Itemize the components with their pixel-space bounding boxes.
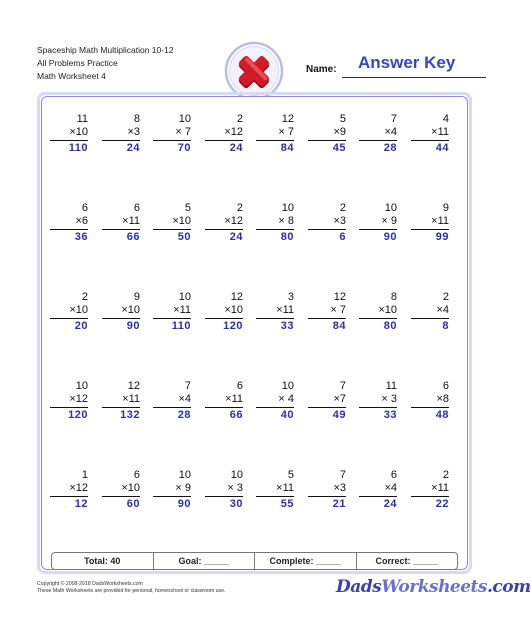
product-answer: 36: [74, 231, 88, 243]
multiplicand: 6: [390, 469, 397, 481]
multiplier: ×7: [308, 393, 346, 408]
product-answer: 40: [280, 409, 294, 421]
multiplier: ×8: [411, 393, 449, 408]
product-answer: 90: [177, 498, 191, 510]
multiplication-problem: [50, 291, 88, 335]
product-answer: 110: [171, 320, 191, 332]
worksheet-title: Spaceship Math Multiplication 10-12: [37, 45, 174, 55]
multiplication-problem: [102, 202, 140, 246]
multiplicand: 10: [178, 113, 191, 125]
answer-key-label: Answer Key: [358, 53, 456, 72]
multiplier: ×4: [411, 304, 449, 319]
multiplicand: 10: [281, 380, 294, 392]
product-answer: 20: [74, 320, 88, 332]
multiplicand: 5: [287, 469, 294, 481]
name-field: [306, 53, 486, 78]
multiplier: × 7: [153, 126, 191, 141]
multiplicand: 5: [184, 202, 191, 214]
product-answer: 44: [435, 142, 449, 154]
multiplicand: 7: [390, 113, 397, 125]
product-answer: 50: [177, 231, 191, 243]
multiplicand: 9: [442, 202, 449, 214]
multiplicand: 6: [133, 469, 140, 481]
product-answer: 66: [229, 409, 243, 421]
multiplication-problem: [256, 469, 294, 513]
multiplication-problem: [153, 380, 191, 424]
multiplicand: 2: [236, 113, 243, 125]
worksheet-number: Math Worksheet 4: [37, 71, 106, 81]
multiplicand: 7: [339, 469, 346, 481]
product-answer: 8: [442, 320, 449, 332]
multiplicand: 12: [333, 291, 346, 303]
multiplicand: 8: [390, 291, 397, 303]
name-underline: [342, 77, 486, 78]
product-answer: 21: [332, 498, 346, 510]
product-answer: 70: [177, 142, 191, 154]
multiplicand: 4: [442, 113, 449, 125]
multiplication-problem: [153, 113, 191, 157]
multiplicand: 8: [133, 113, 140, 125]
copyright-line-1: Copyright © 2008-2018 DadsWorksheets.com: [37, 581, 143, 587]
multiplier: ×11: [153, 304, 191, 319]
multiplication-problem: [50, 113, 88, 157]
multiplicand: 10: [384, 202, 397, 214]
multiplier: × 8: [256, 215, 294, 230]
multiplicand: 7: [184, 380, 191, 392]
product-answer: 66: [126, 231, 140, 243]
multiplier: ×12: [50, 393, 88, 408]
product-answer: 6: [339, 231, 346, 243]
multiplication-problem: [308, 291, 346, 335]
goal-cell: Goal: _____: [154, 553, 256, 569]
multiplier: ×11: [102, 393, 140, 408]
problem-row: [48, 113, 460, 165]
name-label: Name:: [306, 64, 337, 75]
multiplier: ×11: [411, 126, 449, 141]
correct-cell: Correct: _____: [375, 556, 439, 566]
multiplication-problem: [411, 380, 449, 424]
multiplier: ×9: [308, 126, 346, 141]
product-answer: 45: [332, 142, 346, 154]
product-answer: 60: [126, 498, 140, 510]
multiplier: ×4: [153, 393, 191, 408]
product-answer: 90: [383, 231, 397, 243]
multiplicand: 2: [442, 469, 449, 481]
dadsworksheets-logo: [336, 577, 531, 597]
product-answer: 84: [332, 320, 346, 332]
copyright-line-2: These Math Worksheets are provided for personal, homeschool or classroom use.: [37, 588, 226, 594]
product-answer: 49: [332, 409, 346, 421]
multiplicand: 6: [81, 202, 88, 214]
multiplicand: 1: [81, 469, 88, 481]
multiplication-problem: [153, 469, 191, 513]
multiplication-problem: [205, 202, 243, 246]
multiplicand: 11: [385, 380, 397, 392]
multiplier: ×11: [102, 215, 140, 230]
multiplication-problem: [411, 113, 449, 157]
product-answer: 84: [280, 142, 294, 154]
product-answer: 80: [280, 231, 294, 243]
multiplication-problem: [308, 469, 346, 513]
multiplication-problem: [102, 380, 140, 424]
product-answer: 48: [435, 409, 449, 421]
problem-row: [48, 202, 460, 254]
multiplication-problem: [50, 202, 88, 246]
multiplier: ×11: [256, 482, 294, 497]
multiplication-problem: [50, 380, 88, 424]
multiplication-problem: [359, 113, 397, 157]
multiplier: ×11: [256, 304, 294, 319]
multiplier: ×6: [50, 215, 88, 230]
logo-part-worksheets: Worksheets: [381, 577, 487, 597]
multiplication-problem: [359, 202, 397, 246]
multiplicand: 3: [287, 291, 294, 303]
multiplication-problem: [205, 380, 243, 424]
product-answer: 33: [280, 320, 294, 332]
multiplication-problem: [153, 202, 191, 246]
multiplier: ×3: [308, 482, 346, 497]
product-answer: 132: [120, 409, 140, 421]
multiplication-problem: [50, 469, 88, 513]
multiplicand: 2: [81, 291, 88, 303]
multiplication-problem: [308, 202, 346, 246]
multiplier: ×10: [50, 304, 88, 319]
multiplication-problem: [411, 291, 449, 335]
multiplication-problem: [359, 291, 397, 335]
logo-part-com: .com: [486, 577, 531, 597]
multiplier: ×12: [205, 215, 243, 230]
multiplier: ×10: [102, 482, 140, 497]
multiplication-problem: [102, 469, 140, 513]
multiplier: ×4: [359, 126, 397, 141]
multiplicand: 2: [339, 202, 346, 214]
product-answer: 33: [383, 409, 397, 421]
product-answer: 22: [435, 498, 449, 510]
complete-cell: Complete: _____: [255, 553, 357, 569]
multiplier: ×4: [359, 482, 397, 497]
multiplier: × 7: [256, 126, 294, 141]
multiplication-problem: [153, 291, 191, 335]
multiplicand: 12: [230, 291, 243, 303]
multiplier: ×12: [50, 482, 88, 497]
multiplier: × 3: [205, 482, 243, 497]
multiplication-problem: [411, 469, 449, 513]
worksheet-title-block: [37, 44, 174, 83]
multiplication-problem: [205, 113, 243, 157]
multiplier: × 4: [256, 393, 294, 408]
total-cell: Total: 40: [52, 553, 154, 569]
product-answer: 120: [223, 320, 243, 332]
multiplicand: 7: [339, 380, 346, 392]
copyright-notice: [37, 581, 225, 595]
multiplication-problem: [256, 202, 294, 246]
product-answer: 55: [280, 498, 294, 510]
multiplicand: 2: [236, 202, 243, 214]
multiplicand: 2: [442, 291, 449, 303]
multiplication-problem: [411, 202, 449, 246]
multiplication-problem: [256, 380, 294, 424]
product-answer: 28: [177, 409, 191, 421]
problem-row: [48, 380, 460, 432]
multiplier: ×10: [153, 215, 191, 230]
multiplicand: 10: [75, 380, 88, 392]
multiplicand: 12: [281, 113, 294, 125]
multiplier: ×10: [205, 304, 243, 319]
multiplier: ×10: [102, 304, 140, 319]
multiplication-problem: [256, 113, 294, 157]
product-answer: 24: [229, 142, 243, 154]
multiplier: ×10: [359, 304, 397, 319]
product-answer: 24: [229, 231, 243, 243]
multiplier: ×12: [205, 126, 243, 141]
multiplier: ×11: [205, 393, 243, 408]
multiplicand: 10: [230, 469, 243, 481]
multiplication-problem: [308, 113, 346, 157]
multiplier: × 9: [359, 215, 397, 230]
multiplicand: 9: [133, 291, 140, 303]
multiplicand: 10: [178, 291, 191, 303]
product-answer: 80: [383, 320, 397, 332]
multiplier: × 3: [359, 393, 397, 408]
problem-row: [48, 469, 460, 521]
multiplication-problem: [308, 380, 346, 424]
multiplicand: 5: [339, 113, 346, 125]
product-answer: 30: [229, 498, 243, 510]
multiplier: ×11: [411, 482, 449, 497]
multiplicand: 12: [127, 380, 140, 392]
multiplier: ×3: [102, 126, 140, 141]
product-answer: 90: [126, 320, 140, 332]
multiplication-problem: [359, 469, 397, 513]
multiplication-problem: [102, 113, 140, 157]
multiplication-problem: [359, 380, 397, 424]
product-answer: 99: [435, 231, 449, 243]
multiplicand: 10: [178, 469, 191, 481]
multiplicand: 11: [76, 113, 88, 125]
product-answer: 12: [74, 498, 88, 510]
product-answer: 120: [68, 409, 88, 421]
multiplication-problem: [256, 291, 294, 335]
product-answer: 28: [383, 142, 397, 154]
multiplier: ×10: [50, 126, 88, 141]
multiplication-problem: [205, 291, 243, 335]
multiplier: ×3: [308, 215, 346, 230]
multiplication-problem: [102, 291, 140, 335]
product-answer: 110: [68, 142, 88, 154]
problem-row: [48, 291, 460, 343]
multiplicand: 10: [281, 202, 294, 214]
multiplication-problem: [205, 469, 243, 513]
logo-part-dads: Dads: [336, 577, 382, 597]
product-answer: 24: [383, 498, 397, 510]
multiplier: ×11: [411, 215, 449, 230]
score-footer: [51, 552, 458, 570]
multiplicand: 6: [133, 202, 140, 214]
worksheet-subtitle: All Problems Practice: [37, 58, 118, 68]
multiplier: × 9: [153, 482, 191, 497]
multiplicand: 6: [236, 380, 243, 392]
multiplicand: 6: [442, 380, 449, 392]
product-answer: 24: [126, 142, 140, 154]
multiplier: × 7: [308, 304, 346, 319]
